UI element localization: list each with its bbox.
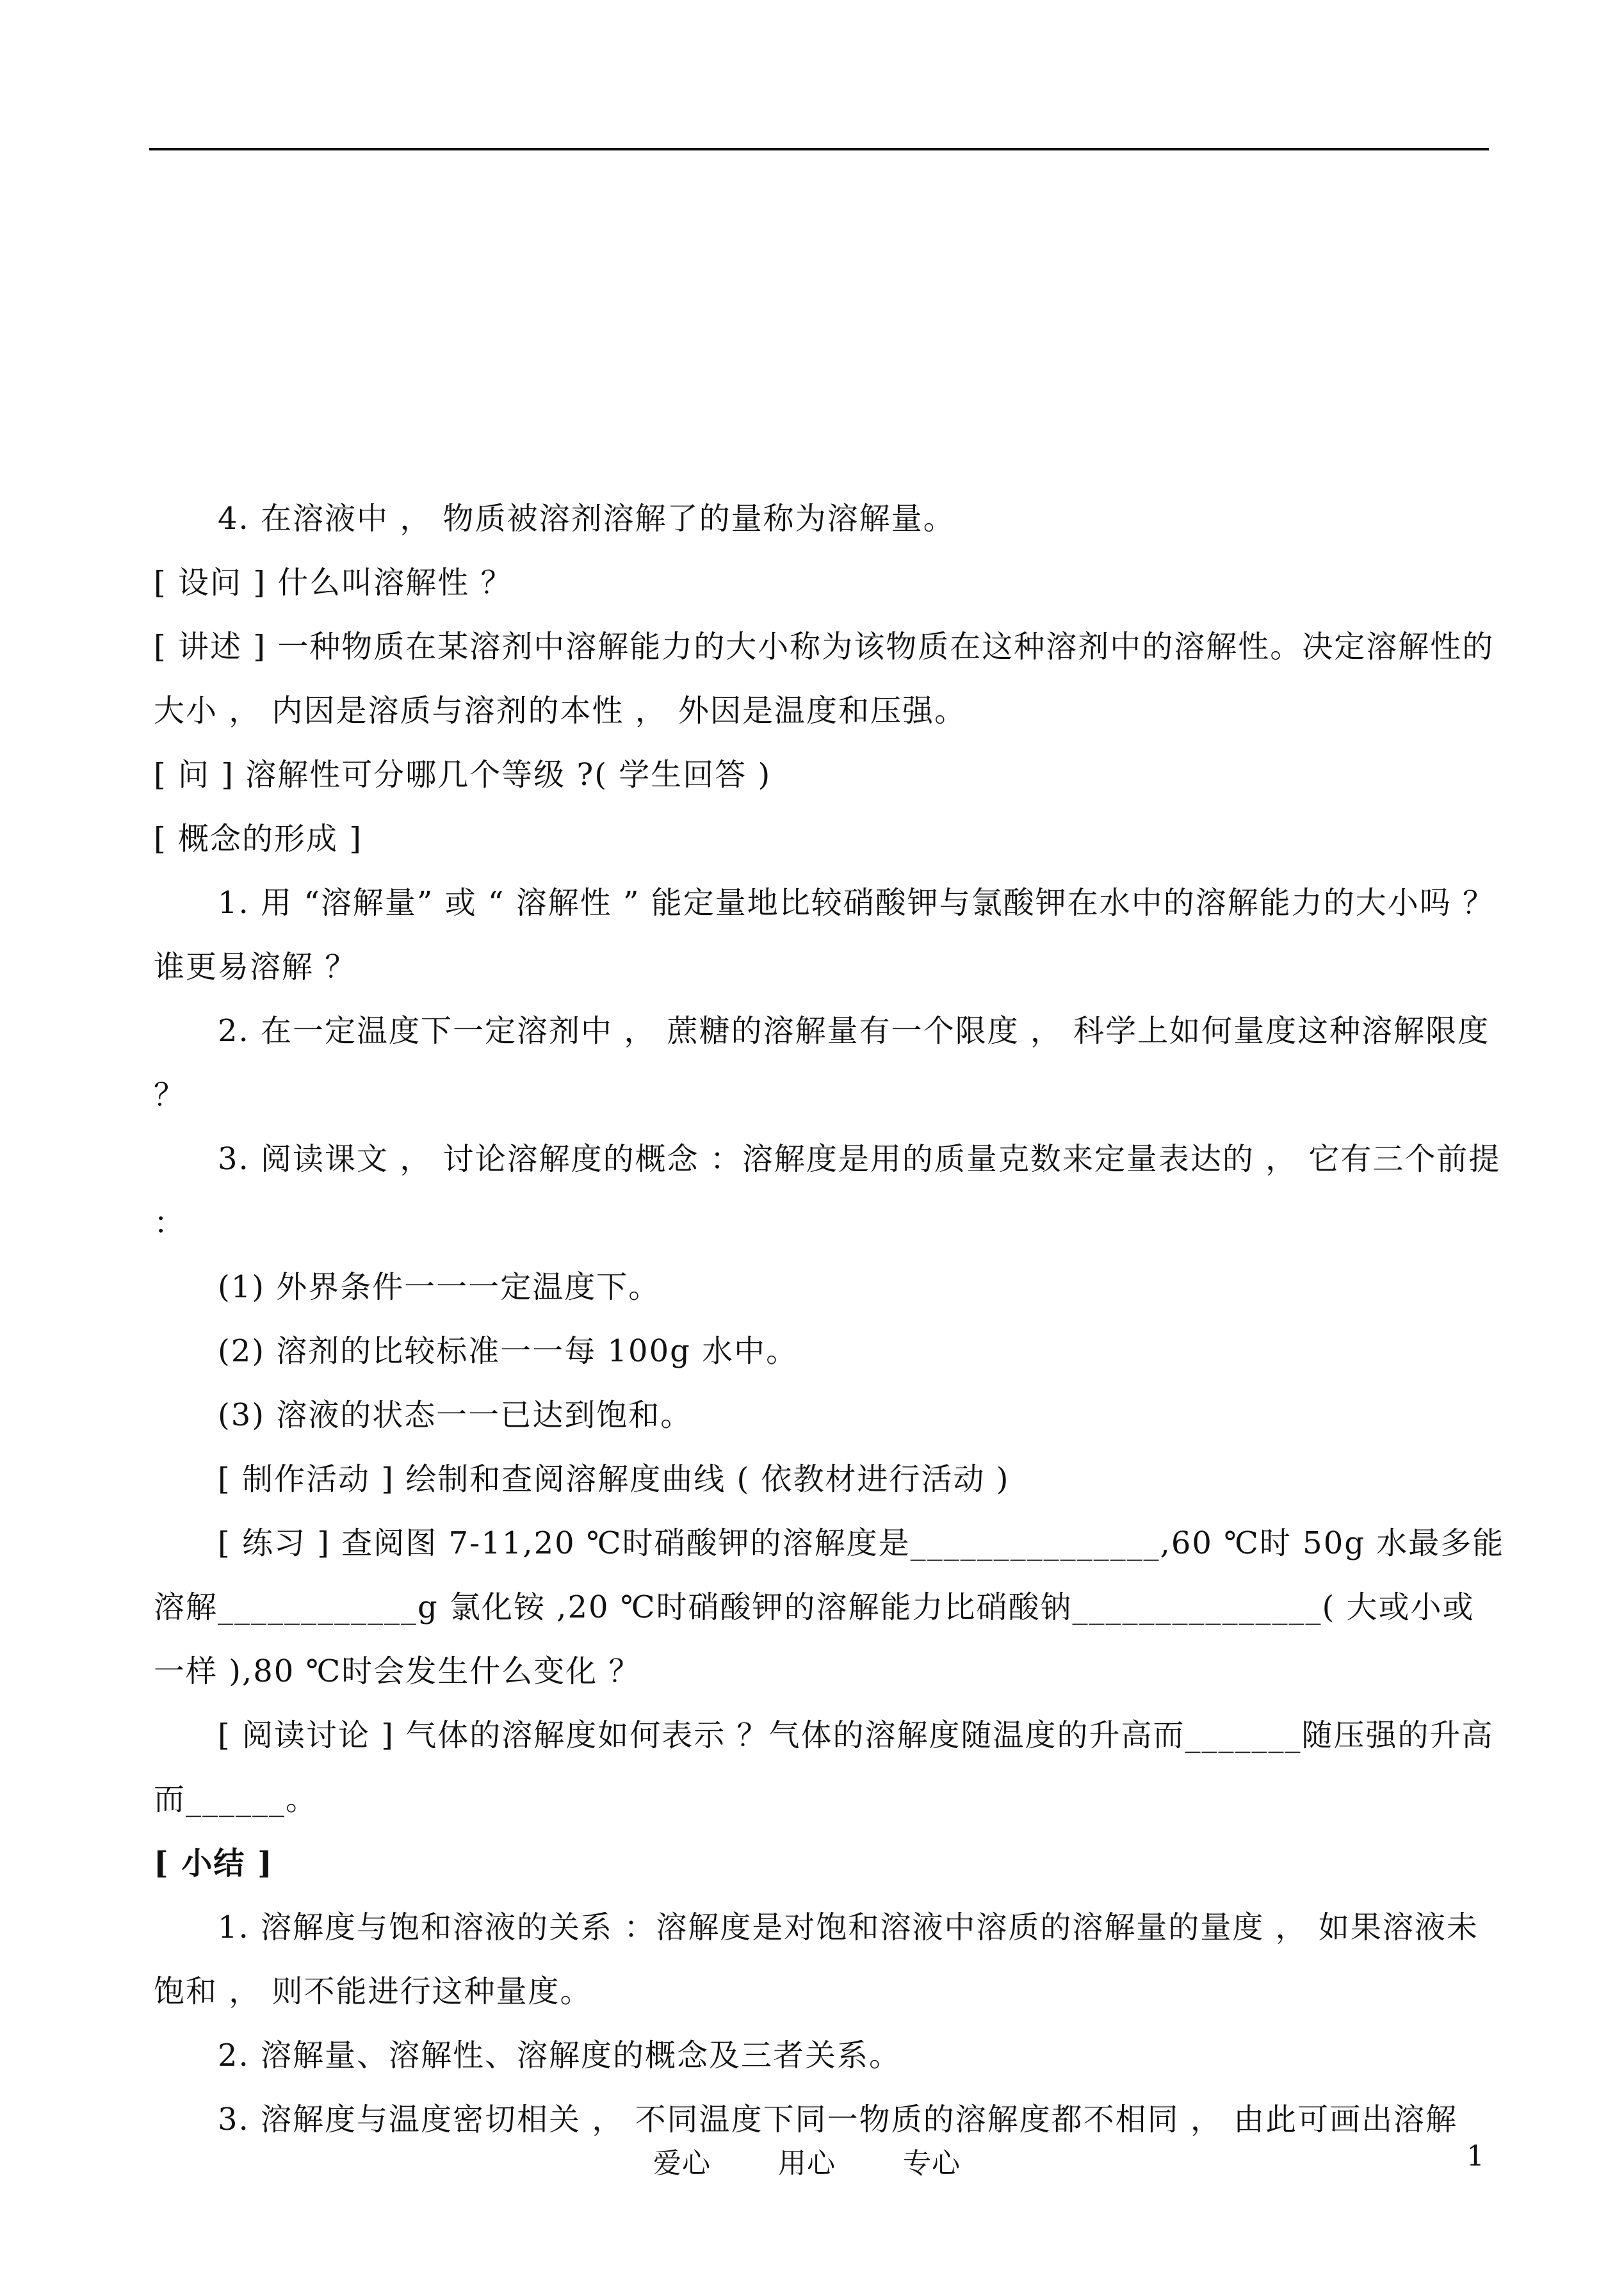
premise-2: (2) 溶剂的比较标准一一每 100g 水中。 bbox=[218, 1333, 799, 1369]
motto-word: 爱心 bbox=[653, 2147, 711, 2180]
summary-item-1: 1. 溶解度与饱和溶液的关系 ：溶解度是对饱和溶液中溶质的溶解量的量度 ， 如果溶液未饱和 ， 则不能进行这种量度。 bbox=[154, 1910, 1479, 2009]
exercise-paragraph: [ 练习 ] 查阅图 7-11,20 ℃时硝酸钾的溶解度是_______________,60 ℃时 50g 水最多能溶解____________g 氯化铵 ,20 ℃时硝酸钾的溶解能力比硝酸钠_______________( 大或小或一样 ),80 ℃时会发生什么变化 ？ bbox=[154, 1525, 1505, 1689]
explanation-solubility: [ 讲述 ] 一种物质在某溶剂中溶解能力的大小称为该物质在这种溶剂中的溶解性。决定溶解性的大小 ， 内因是溶质与溶剂的本性 ， 外因是温度和压强。 bbox=[154, 629, 1495, 729]
premise-3: (3) 溶液的状态一一已达到饱和。 bbox=[218, 1397, 693, 1433]
motto-word: 专心 bbox=[903, 2147, 961, 2180]
concept-item-2: 2. 在一定温度下一定溶剂中 ， 蔗糖的溶解量有一个限度 ， 科学上如何量度这种溶解限度 ？ bbox=[154, 1013, 1490, 1113]
question-what-is-solubility: [ 设问 ] 什么叫溶解性 ？ bbox=[154, 565, 513, 601]
page-number: 1 bbox=[1466, 2140, 1484, 2173]
question-solubility-levels: [ 问 ] 溶解性可分哪几个等级 ?( 学生回答 ) bbox=[154, 757, 772, 793]
header-rule bbox=[149, 148, 1489, 150]
concept-item-1: 1. 用 “溶解量” 或 “ 溶解性 ” 能定量地比较硝酸钾与氯酸钾在水中的溶解能力的大小吗 ？ 谁更易溶解 ？ bbox=[154, 885, 1495, 985]
concept-formation-heading: [ 概念的形成 ] bbox=[154, 821, 362, 857]
motto-word: 用心 bbox=[778, 2147, 836, 2180]
reading-discussion: [ 阅读讨论 ] 气体的溶解度如何表示 ？气体的溶解度随温度的升高而_______随压强的升高而______。 bbox=[154, 1717, 1494, 1817]
concept-item-3: 3. 阅读课文 ， 讨论溶解度的概念 ：溶解度是用的质量克数来定量表达的 ， 它有三个前提 ： bbox=[154, 1141, 1501, 1241]
document-body bbox=[154, 487, 1505, 2152]
summary-heading: [ 小结 ] bbox=[154, 1845, 273, 1881]
summary-item-2: 2. 溶解量、溶解性、溶解度的概念及三者关系。 bbox=[218, 2038, 902, 2073]
item-4-dissolved-amount: 4. 在溶液中 ， 物质被溶剂溶解了的量称为溶解量。 bbox=[218, 501, 955, 537]
premise-1: (1) 外界条件一一一定温度下。 bbox=[218, 1269, 661, 1305]
summary-item-3: 3. 溶解度与温度密切相关 ， 不同温度下同一物质的溶解度都不相同 ， 由此可画出溶解 bbox=[218, 2102, 1458, 2137]
activity-line: [ 制作活动 ] 绘制和查阅溶解度曲线 ( 依教材进行活动 ) bbox=[218, 1461, 1010, 1497]
footer-motto bbox=[653, 2140, 1018, 2181]
